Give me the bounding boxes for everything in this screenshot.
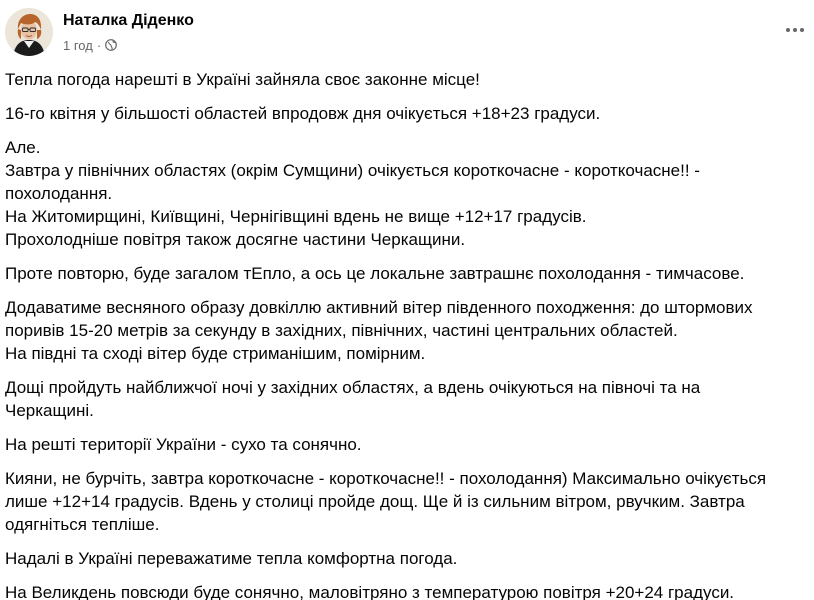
post-paragraph: [5, 467, 810, 536]
post-paragraph: [5, 547, 810, 570]
post-text-line: На Житомирщині, Київщині, Чернігівщині вдень не вище +12+17 градусів.: [5, 207, 587, 226]
post-text-line: Завтра у північних областях (окрім Сумщини) очікується короткочасне - короткочасне!! -: [5, 161, 700, 180]
post-text-line: На півдні та сході вітер буде стриманішим, помірним.: [5, 344, 426, 363]
post-paragraph: [5, 433, 810, 456]
more-options-icon[interactable]: [780, 20, 810, 40]
post-text-line: Кияни, не бурчіть, завтра короткочасне - короткочасне!! - похолодання) Максимально очікується: [5, 469, 767, 488]
post-text-line: Додаватиме весняного образу довкіллю активний вітер південного походження: до штормових: [5, 298, 753, 317]
post-text-line: Дощі пройдуть найближчої ночі у західних областях, а вдень очікуються на півночі та на: [5, 378, 701, 397]
avatar-image: [5, 8, 53, 56]
post-text-line: поривів 15-20 метрів за секунду в західних, північних, частині центральних областей.: [5, 321, 678, 340]
post-paragraph: [5, 296, 810, 365]
globe-icon[interactable]: [105, 39, 117, 51]
post-paragraph: [5, 68, 810, 91]
meta-separator: ·: [96, 37, 102, 53]
post-text-line: Проте повторю, буде загалом тЕпло, а ось це локальне завтрашнє похолодання - тимчасове.: [5, 264, 745, 283]
author-name[interactable]: Наталка Діденко: [63, 12, 194, 29]
post-text-line: 16-го квітня у більшості областей впродовж дня очікується +18+23 градуси.: [5, 104, 601, 123]
post-timestamp[interactable]: 1 год: [63, 37, 93, 53]
post-paragraph: [5, 136, 810, 251]
post-text-line: Надалі в Україні переважатиме тепла комфортна погода.: [5, 549, 458, 568]
post-text-line: Але.: [5, 138, 41, 157]
post-text-line: лише +12+14 градусів. Вдень у столиці пройде дощ. Ще й із сильним вітром, рвучким. Завтра: [5, 492, 745, 511]
post-text-line: похолодання.: [5, 184, 113, 203]
post-text-line: На решті території України - сухо та сонячно.: [5, 435, 362, 454]
post-paragraph: [5, 102, 810, 125]
post-meta: [63, 36, 117, 54]
post-text-line: Прохолодніше повітря також досягне частини Черкащини.: [5, 230, 466, 249]
post-paragraph: [5, 376, 810, 422]
post-text-line: Черкащині.: [5, 401, 94, 420]
post-text-line: одягніться тепліше.: [5, 515, 160, 534]
post-paragraph: [5, 262, 810, 285]
post-text: [5, 68, 810, 600]
post-header: [0, 0, 814, 66]
post-paragraph: [5, 581, 810, 600]
post-text-line: Тепла погода нарешті в Україні зайняла своє законне місце!: [5, 70, 480, 89]
post-text-line: На Великдень повсюди буде сонячно, маловітряно з температурою повітря +20+24 градуси.: [5, 583, 735, 600]
author-avatar[interactable]: [5, 8, 53, 56]
